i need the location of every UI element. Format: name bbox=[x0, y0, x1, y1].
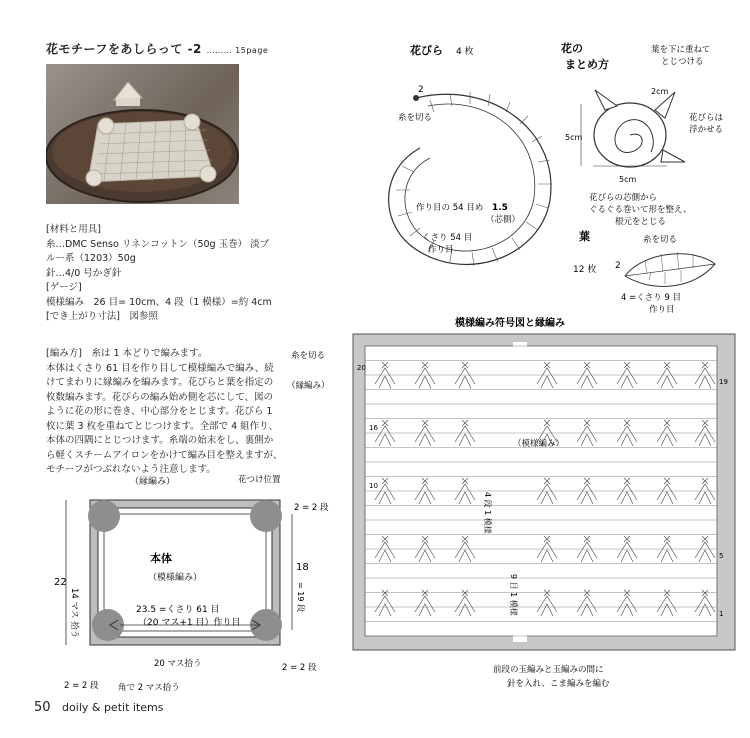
size-value: 図参照 bbox=[129, 311, 158, 322]
chart-footnote-2: 針を入れ、こま編みを編む bbox=[507, 679, 610, 689]
row-5: 5 bbox=[719, 552, 724, 560]
bottom-pickup-label: 20 マス拾う bbox=[154, 659, 202, 669]
chart-footnote-1: 前段の玉編みと玉編みの間に bbox=[493, 665, 604, 675]
instructions-heading-line bbox=[46, 347, 286, 362]
row-20: 20 bbox=[357, 364, 366, 372]
size-line bbox=[46, 310, 286, 325]
instruction-line: 本体の四隅にとじつけます。糸端の始末をし、裏側か bbox=[46, 435, 274, 446]
gauge-line: 模様編み 26 目= 10cm、4 段（1 模様）=約 4cm bbox=[46, 296, 272, 308]
petal-core-15: 1.5 bbox=[492, 203, 508, 213]
instruction-line: ら軽くスチームアイロンをかけて編み目を整えますが、 bbox=[46, 449, 283, 461]
leaf-chain: 4 =くさり 9 目 bbox=[621, 293, 682, 303]
instructions-section bbox=[46, 347, 286, 478]
needle-line: 針…4/0 号かぎ針 bbox=[46, 267, 122, 279]
leaf-title: 葉 bbox=[579, 230, 590, 243]
petal-diagram bbox=[370, 40, 570, 290]
dim-2cm: 2cm bbox=[651, 87, 669, 96]
width-line-2: （20 マス+1 目）作り目 bbox=[138, 618, 241, 628]
dim-18: 18 bbox=[296, 562, 309, 573]
instruction-line: 枚に葉 3 枚を重ねてとじつけます。全部で 4 組作り、 bbox=[46, 420, 279, 432]
chart-cut-yarn: 糸を切る bbox=[291, 351, 326, 361]
assembly-title-2: まとめ方 bbox=[565, 58, 609, 71]
corner-pickup-label: 角で 2 マス拾う bbox=[118, 683, 180, 693]
materials-heading: [材料と用具] bbox=[46, 224, 101, 235]
petal-start: 作り目 bbox=[428, 245, 454, 255]
petal-start-54: 作り目の 54 目め bbox=[416, 203, 484, 213]
leaf-note-2: とじつける bbox=[661, 57, 704, 67]
materials-section bbox=[46, 223, 286, 325]
row-16: 16 bbox=[369, 424, 378, 432]
instructions-heading: [編み方] bbox=[46, 348, 82, 359]
assembly-diagram bbox=[555, 40, 745, 230]
instructions-note: 糸は 1 本どりで編みます。 bbox=[91, 348, 208, 359]
yarn-line-1: 糸…DMC Senso リネンコットン（50g 玉巻） 淡ブ bbox=[46, 238, 270, 250]
instruction-line: 枚数編みます。花びらの編み始め側を芯にして、図の bbox=[46, 391, 274, 403]
body-title: 本体 bbox=[150, 552, 172, 565]
yarn-line-2: ルー系（1203）50g bbox=[46, 253, 136, 264]
leaf-count: 12 枚 bbox=[573, 265, 597, 275]
size-heading: [でき上がり寸法] bbox=[46, 311, 120, 322]
border-label: （縁編み） bbox=[130, 477, 176, 487]
chart-border-label: （縁編み） bbox=[287, 381, 330, 391]
width-line-1: 23.5 =くさり 61 目 bbox=[136, 605, 220, 615]
float-note-2: 浮かせる bbox=[689, 125, 724, 135]
core-note-1: 花びらの芯側から bbox=[589, 193, 658, 203]
two-rows-bottom: 2 = 2 段 bbox=[64, 681, 99, 691]
title-text: 花モチーフをあしらって -2 bbox=[46, 42, 202, 56]
petal-chain-54: くさり 54 目 bbox=[422, 233, 473, 243]
float-note-1: 花びらは bbox=[689, 113, 724, 123]
flower-position-label: 花つけ位置 bbox=[238, 475, 281, 485]
leaf-start: 作り目 bbox=[649, 305, 675, 315]
petal-core-label: （芯側） bbox=[486, 215, 521, 225]
flower-marker bbox=[250, 500, 282, 532]
dim-22: 22 bbox=[54, 577, 67, 588]
row-1: 1 bbox=[719, 610, 724, 618]
petal-num-2: 2 bbox=[418, 85, 424, 95]
page-title bbox=[46, 40, 268, 57]
leaf-note-1: 葉を下に重ねて bbox=[651, 45, 711, 55]
leaf-num-2: 2 bbox=[615, 261, 621, 271]
pattern-label: （模様編み） bbox=[148, 573, 203, 583]
petal-count: 4 枚 bbox=[456, 47, 474, 57]
core-note-2: ぐるぐる巻いて形を整え、 bbox=[589, 205, 692, 215]
doily-photo bbox=[46, 64, 239, 204]
flower-marker bbox=[92, 609, 124, 641]
page-reference: ……… 15page bbox=[206, 46, 269, 55]
row-10: 10 bbox=[369, 482, 378, 490]
chart-pattern-label: （模様編み） bbox=[513, 439, 565, 449]
instruction-line: けてまわりに縁編みを編みます。花びらと葉を指定の bbox=[46, 377, 274, 388]
chart-title: 模様編み符号図と縁編み bbox=[455, 318, 565, 329]
two-rows-top: 2 = 2 段 bbox=[294, 503, 329, 513]
two-rows-right: 2 = 2 段 bbox=[282, 663, 317, 673]
page-number: 50 bbox=[34, 700, 51, 715]
page-footer bbox=[34, 700, 163, 715]
core-note-3: 根元をとじる bbox=[615, 217, 667, 227]
dim-5cm-a: 5cm bbox=[565, 133, 583, 142]
row-19: 19 bbox=[719, 378, 728, 386]
leaf-cut-yarn: 糸を切る bbox=[643, 235, 678, 245]
dim-5cm-b: 5cm bbox=[619, 175, 637, 184]
pattern-repeat-1: 4 段 1 模様 bbox=[483, 492, 492, 534]
gauge-heading: [ゲージ] bbox=[46, 282, 82, 293]
assembly-title-1: 花の bbox=[561, 42, 583, 55]
petal-title: 花びら bbox=[410, 44, 443, 57]
side-pickup-label: 14 マス 拾う bbox=[69, 588, 79, 639]
dim-19-rows: = 19 段 bbox=[296, 582, 305, 612]
instruction-line: モチーフがつぶれないよう注意します。 bbox=[46, 464, 216, 475]
petal-cut-yarn: 糸を切る bbox=[398, 113, 433, 123]
instruction-line: 本体はくさり 61 目を作り目して模様編みで編み、続 bbox=[46, 362, 274, 374]
stitch-chart bbox=[285, 312, 747, 692]
flower-marker bbox=[88, 500, 120, 532]
leaf-diagram bbox=[565, 228, 735, 318]
book-title: doily & petit items bbox=[62, 701, 164, 714]
pattern-repeat-2: 9 目 1 模様 bbox=[509, 574, 518, 616]
instruction-line: ように花の形に巻き、中心部分をとじます。花びら 1 bbox=[46, 406, 273, 417]
